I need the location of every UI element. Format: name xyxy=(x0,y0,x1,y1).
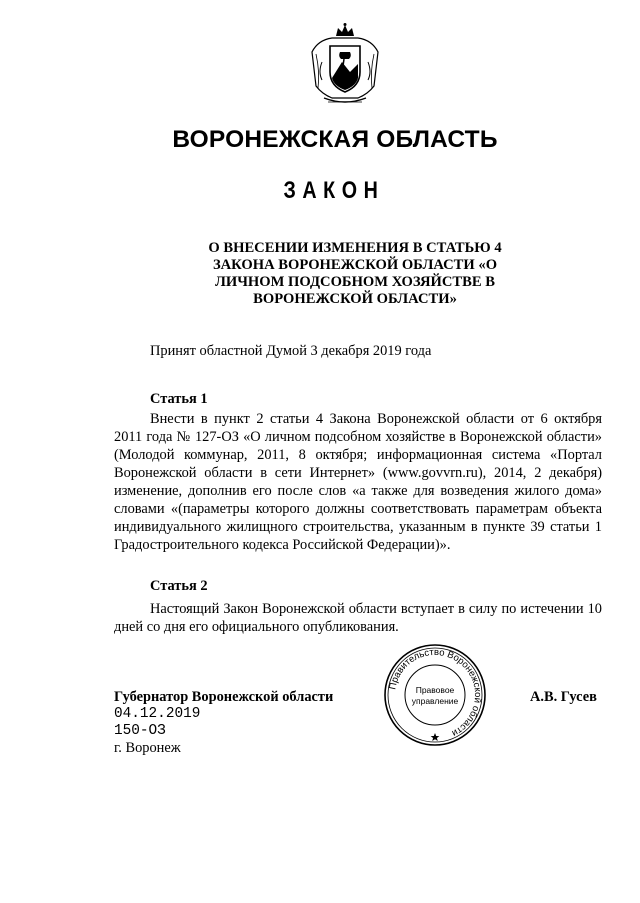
signer-name: А.В. Гусев xyxy=(530,689,597,705)
coat-of-arms-icon xyxy=(308,22,382,106)
signing-date: 04.12.2019 xyxy=(114,706,201,722)
law-number: 150-ОЗ xyxy=(114,723,166,739)
official-stamp xyxy=(383,643,487,747)
article-2-text: Настоящий Закон Воронежской области вступает в силу по истечении 10 дней со дня его официального опубликования. xyxy=(114,601,602,635)
article-1-title: Статья 1 xyxy=(150,391,208,407)
stamp-outer-path: Правительство Воронежской области xyxy=(387,646,484,739)
stamp-inner-line2: управление xyxy=(411,696,459,706)
signer-position: Губернатор Воронежской области xyxy=(114,689,334,705)
adoption-note: Принят областной Думой 3 декабря 2019 года xyxy=(150,343,432,359)
law-heading xyxy=(180,240,530,308)
article-1-text: Внести в пункт 2 статьи 4 Закона Воронежской области от 6 октября 2011 года № 127-ОЗ «О личном подсобном хозяйстве в Воронежской области» (Молодой коммунар, 2011, 8 октября; информационная система «Портал Воронежской области в сети Интернет» (www.govvrn.ru), 2014, 2 декабря) изменение, дополнив его после слов «а также для возведения жилого дома» словами «(параметры которого должны соответствовать параметрам объекта индивидуального жилищного строительства, указанным в пункте 39 статьи 1 Градостроительного кодекса Российской Федерации)». xyxy=(114,411,602,553)
signing-city: г. Воронеж xyxy=(114,740,181,756)
heading-line: ЛИЧНОМ ПОДСОБНОМ ХОЗЯЙСТВЕ В xyxy=(214,274,496,290)
heading-line: ЗАКОНА ВОРОНЕЖСКОЙ ОБЛАСТИ «О xyxy=(212,257,498,273)
region-title: ВОРОНЕЖСКАЯ ОБЛАСТЬ xyxy=(172,126,498,153)
stamp-inner-line1: Правовое xyxy=(415,685,455,695)
stamp-star-icon xyxy=(431,733,440,741)
heading-line: ВОРОНЕЖСКОЙ ОБЛАСТИ» xyxy=(253,291,457,307)
heading-line: О ВНЕСЕНИИ ИЗМЕНЕНИЯ В СТАТЬЮ 4 xyxy=(208,240,502,256)
document-type-title: ЗАКОН xyxy=(283,177,385,204)
article-2-title: Статья 2 xyxy=(150,578,208,594)
